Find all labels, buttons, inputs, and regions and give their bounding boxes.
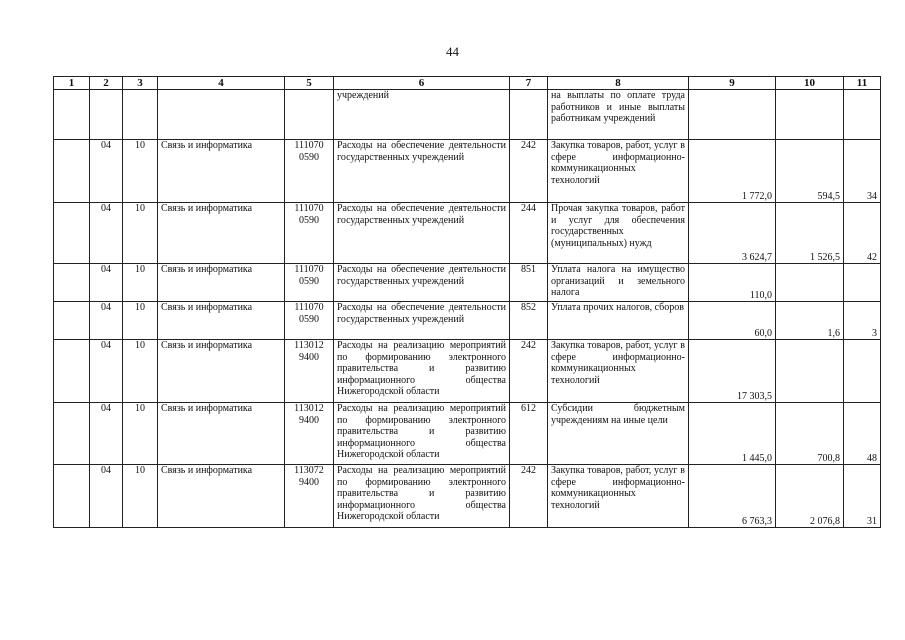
cell-amount-10: [776, 340, 844, 403]
cell-section: 04: [90, 264, 123, 302]
cell-section: [90, 90, 123, 140]
cell-target-name: Расходы на реализацию мероприятий по формированию электронного правительства и развитию информационного общества Нижегородской области: [334, 465, 510, 528]
cell-amount-9: [689, 90, 776, 140]
cell-expense-code: 852: [510, 302, 548, 340]
cell-col1: [54, 90, 90, 140]
cell-expense-code: 851: [510, 264, 548, 302]
header-cell: 9: [689, 77, 776, 90]
table-row: [54, 264, 881, 302]
cell-expense-name: Закупка товаров, работ, услуг в сфере информационно-коммуникационных технологий: [548, 465, 689, 528]
header-cell: 11: [844, 77, 881, 90]
table-row: [54, 90, 881, 140]
cell-section: 04: [90, 403, 123, 465]
header-cell: 8: [548, 77, 689, 90]
cell-percent: 3: [844, 302, 881, 340]
cell-section: 04: [90, 302, 123, 340]
cell-amount-10: [776, 264, 844, 302]
table-row: [54, 340, 881, 403]
cell-subsection: 10: [123, 465, 158, 528]
cell-col1: [54, 340, 90, 403]
cell-amount-10: [776, 90, 844, 140]
cell-col1: [54, 203, 90, 264]
cell-section: 04: [90, 465, 123, 528]
cell-target-code: 111070 0590: [285, 140, 334, 203]
cell-subsection: 10: [123, 403, 158, 465]
table-row: [54, 465, 881, 528]
cell-target-code: 111070 0590: [285, 264, 334, 302]
cell-target-name: Расходы на обеспечение деятельности государственных учреждений: [334, 264, 510, 302]
cell-amount-9: 60,0: [689, 302, 776, 340]
cell-target-code: 111070 0590: [285, 203, 334, 264]
table-row: [54, 203, 881, 264]
cell-target-name: учреждений: [334, 90, 510, 140]
cell-col1: [54, 264, 90, 302]
header-row: [54, 77, 881, 90]
cell-expense-code: 242: [510, 465, 548, 528]
cell-expense-name: Уплата прочих налогов, сборов: [548, 302, 689, 340]
cell-expense-code: 612: [510, 403, 548, 465]
cell-target-name: Расходы на обеспечение деятельности государственных учреждений: [334, 302, 510, 340]
cell-percent: [844, 90, 881, 140]
cell-percent: [844, 264, 881, 302]
cell-section-name: Связь и информатика: [158, 302, 285, 340]
cell-percent: 31: [844, 465, 881, 528]
cell-target-name: Расходы на обеспечение деятельности государственных учреждений: [334, 140, 510, 203]
cell-subsection: 10: [123, 340, 158, 403]
cell-subsection: 10: [123, 203, 158, 264]
cell-section-name: [158, 90, 285, 140]
cell-expense-name: Прочая закупка товаров, работ и услуг для обеспечения государственных (муниципальных) нужд: [548, 203, 689, 264]
header-cell: 6: [334, 77, 510, 90]
cell-target-name: Расходы на реализацию мероприятий по формированию электронного правительства и развитию информационного общества Нижегородской области: [334, 340, 510, 403]
cell-target-name: Расходы на реализацию мероприятий по формированию электронного правительства и развитию информационного общества Нижегородской области: [334, 403, 510, 465]
cell-section: 04: [90, 203, 123, 264]
cell-col1: [54, 403, 90, 465]
cell-section-name: Связь и информатика: [158, 340, 285, 403]
cell-percent: [844, 340, 881, 403]
cell-expense-name: Закупка товаров, работ, услуг в сфере информационно-коммуникационных технологий: [548, 140, 689, 203]
cell-subsection: [123, 90, 158, 140]
cell-percent: 42: [844, 203, 881, 264]
header-cell: 10: [776, 77, 844, 90]
table-row: [54, 302, 881, 340]
cell-target-code: [285, 90, 334, 140]
cell-amount-10: 1,6: [776, 302, 844, 340]
cell-subsection: 10: [123, 264, 158, 302]
table-row: [54, 403, 881, 465]
cell-amount-10: 700,8: [776, 403, 844, 465]
cell-expense-name: Закупка товаров, работ, услуг в сфере информационно-коммуникационных технологий: [548, 340, 689, 403]
cell-expense-code: 242: [510, 140, 548, 203]
cell-section-name: Связь и информатика: [158, 465, 285, 528]
header-cell: 7: [510, 77, 548, 90]
cell-expense-code: 244: [510, 203, 548, 264]
cell-subsection: 10: [123, 140, 158, 203]
cell-section-name: Связь и информатика: [158, 203, 285, 264]
cell-target-code: 113012 9400: [285, 340, 334, 403]
cell-subsection: 10: [123, 302, 158, 340]
cell-col1: [54, 302, 90, 340]
cell-section-name: Связь и информатика: [158, 403, 285, 465]
cell-target-code: 113072 9400: [285, 465, 334, 528]
header-cell: 5: [285, 77, 334, 90]
table-row: [54, 140, 881, 203]
cell-section: 04: [90, 140, 123, 203]
cell-amount-9: 3 624,7: [689, 203, 776, 264]
cell-percent: 34: [844, 140, 881, 203]
cell-expense-code: [510, 90, 548, 140]
cell-target-name: Расходы на обеспечение деятельности государственных учреждений: [334, 203, 510, 264]
cell-section-name: Связь и информатика: [158, 264, 285, 302]
cell-amount-10: 2 076,8: [776, 465, 844, 528]
cell-expense-name: на выплаты по оплате труда работников и иные выплаты работникам учреждений: [548, 90, 689, 140]
cell-col1: [54, 465, 90, 528]
page-number: 44: [446, 44, 459, 59]
header-cell: 3: [123, 77, 158, 90]
header-cell: 1: [54, 77, 90, 90]
cell-expense-name: Уплата налога на имущество организаций и земельного налога: [548, 264, 689, 302]
cell-amount-9: 6 763,3: [689, 465, 776, 528]
cell-target-code: 111070 0590: [285, 302, 334, 340]
cell-amount-9: 1 772,0: [689, 140, 776, 203]
cell-expense-code: 242: [510, 340, 548, 403]
cell-target-code: 113012 9400: [285, 403, 334, 465]
cell-percent: 48: [844, 403, 881, 465]
cell-amount-9: 17 303,5: [689, 340, 776, 403]
cell-amount-9: 110,0: [689, 264, 776, 302]
budget-table: [53, 76, 881, 528]
cell-amount-10: 594,5: [776, 140, 844, 203]
cell-amount-10: 1 526,5: [776, 203, 844, 264]
cell-col1: [54, 140, 90, 203]
cell-expense-name: Субсидии бюджетным учреждениям на иные цели: [548, 403, 689, 465]
cell-amount-9: 1 445,0: [689, 403, 776, 465]
cell-section-name: Связь и информатика: [158, 140, 285, 203]
header-cell: 4: [158, 77, 285, 90]
header-cell: 2: [90, 77, 123, 90]
cell-section: 04: [90, 340, 123, 403]
